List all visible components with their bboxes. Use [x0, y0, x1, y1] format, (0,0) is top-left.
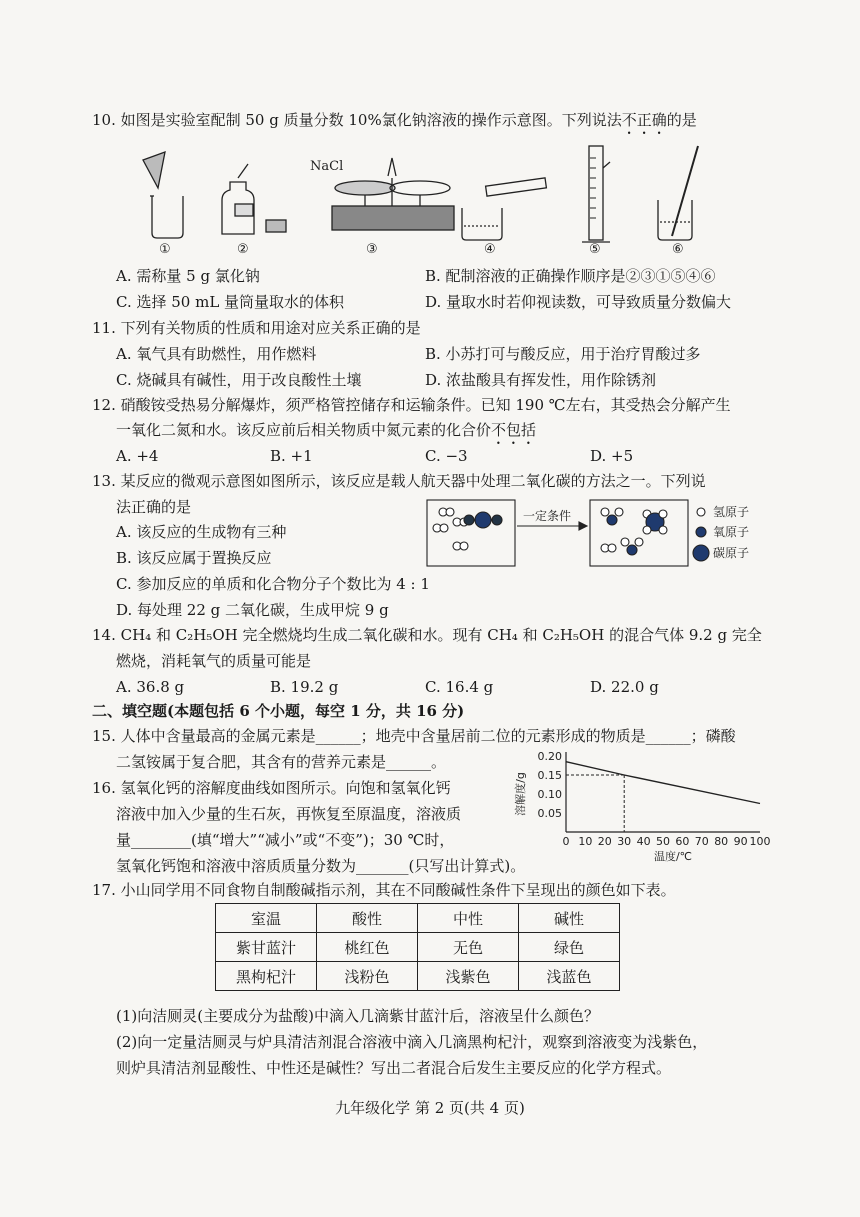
q14-stem-line1: 14. CH₄ 和 C₂H₅OH 完全燃烧均生成二氧化碳和水。现有 CH₄ 和 C₂H₅OH 的混合气体 9.2 g 完全 — [92, 626, 762, 644]
indicator-table — [215, 903, 620, 991]
q13-option-a[interactable]: A. 该反应的生成物有三种 — [116, 523, 287, 541]
table-row — [216, 962, 620, 991]
q17-sub2-line2: 则炉具清洁剂显酸性、中性还是碱性？写出二者混合后发生主要反应的化学方程式。 — [116, 1059, 672, 1077]
q10-option-a[interactable]: A. 需称量 5 g 氯化钠 — [116, 267, 260, 285]
reaction-condition: 一定条件 — [523, 509, 572, 523]
q16-line2: 溶液中加入少量的生石灰，再恢复至原温度，溶液质 — [116, 805, 462, 823]
q17-stem: 17. 小山同学用不同食物自制酸碱指示剂，其在不同酸碱性条件下呈现出的颜色如下表。 — [92, 881, 676, 899]
q11-option-b[interactable]: B. 小苏打可与酸反应，用于治疗胃酸过多 — [425, 345, 701, 363]
legend-carbon: 碳原子 — [713, 546, 750, 560]
q10-figure — [120, 138, 740, 260]
q12-stem-text: 一氧化二氮和水。该反应前后相关物质中氮元素的化合价 — [116, 421, 492, 439]
q11-option-c[interactable]: C. 烧碱具有碱性，用于改良酸性土壤 — [116, 371, 362, 389]
q11-stem: 11. 下列有关物质的性质和用途对应关系正确的是 — [92, 319, 421, 337]
x-tick-label: 20 — [597, 835, 612, 848]
x-tick-label: 0 — [562, 835, 570, 848]
table-row — [216, 933, 620, 962]
x-tick-label: 50 — [656, 835, 670, 848]
q16-line4: 氢氧化钙饱和溶液中溶质质量分数为_______(只写出计算式)。 — [116, 857, 526, 875]
q10-stem-end: 的是 — [666, 111, 697, 129]
table-cell: 碱性 — [519, 904, 620, 933]
table-cell: 绿色 — [519, 933, 620, 962]
q12-stem-emphasis: 不包括 — [491, 421, 537, 439]
q10-stem-emphasis: 不正确 — [621, 111, 667, 129]
y-tick-label: 0.15 — [537, 769, 562, 782]
x-tick-label: 30 — [617, 835, 632, 848]
q12-option-d[interactable]: D. +5 — [590, 447, 634, 465]
solubility-curve — [566, 762, 760, 804]
q11-option-a[interactable]: A. 氧气具有助燃性，用作燃料 — [116, 345, 317, 363]
x-tick-label: 80 — [714, 835, 729, 848]
x-tick-label: 40 — [636, 835, 651, 848]
table-cell: 无色 — [418, 933, 519, 962]
x-tick-label: 100 — [749, 835, 771, 848]
fig-label-6: ⑥ — [672, 242, 684, 257]
q10-stem — [92, 110, 697, 138]
q14-option-a[interactable]: A. 36.8 g — [116, 678, 185, 696]
table-cell: 中性 — [418, 904, 519, 933]
q13-stem-line2: 法正确的是 — [116, 498, 192, 516]
q10-stem-text: 10. 如图是实验室配制 50 g 质量分数 10%氯化钠溶液的操作示意图。下列说法 — [92, 111, 622, 129]
x-axis-label: 温度/℃ — [653, 850, 693, 862]
fig-label-5: ⑤ — [589, 242, 601, 257]
y-tick-label: 0.05 — [537, 807, 562, 820]
q13-reaction-diagram — [425, 496, 775, 572]
table-cell: 紫甘蓝汁 — [216, 933, 317, 962]
q12-stem-line1: 12. 硝酸铵受热易分解爆炸，须严格管控储存和运输条件。已知 190 ℃左右，其受热会分解产生 — [92, 396, 731, 414]
q10-option-c[interactable]: C. 选择 50 mL 量筒量取水的体积 — [116, 293, 345, 311]
q14-option-b[interactable]: B. 19.2 g — [270, 678, 339, 696]
section-2-heading: 二、填空题(本题包括 6 个小题，每空 1 分，共 16 分) — [92, 702, 465, 720]
table-cell: 桃红色 — [317, 933, 418, 962]
q12-stem-line2 — [116, 420, 536, 448]
legend-hydrogen: 氢原子 — [713, 505, 750, 519]
q12-option-a[interactable]: A. +4 — [116, 447, 159, 465]
q10-option-d[interactable]: D. 量取水时若仰视读数，可导致质量分数偏大 — [425, 293, 732, 311]
q12-option-c[interactable]: C. −3 — [425, 447, 468, 465]
nacl-label: NaCl — [310, 159, 344, 174]
solubility-chart — [510, 748, 772, 862]
q15-line1: 15. 人体中含量最高的金属元素是______；地壳中含量居前二位的元素形成的物质是______；磷酸 — [92, 727, 736, 745]
q11-option-d[interactable]: D. 浓盐酸具有挥发性，用作除锈剂 — [425, 371, 657, 389]
y-tick-label: 0.20 — [537, 750, 562, 763]
fig-label-4: ④ — [484, 242, 496, 257]
table-cell: 室温 — [216, 904, 317, 933]
table-cell: 浅粉色 — [317, 962, 418, 991]
q16-line1: 16. 氢氧化钙的溶解度曲线如图所示。向饱和氢氧化钙 — [92, 779, 451, 797]
q13-option-b[interactable]: B. 该反应属于置换反应 — [116, 549, 272, 567]
table-cell: 浅紫色 — [418, 962, 519, 991]
q17-sub2-line1: (2)向一定量洁厕灵与炉具清洁剂混合溶液中滴入几滴黑枸杞汁，观察到溶液变为浅紫色， — [116, 1033, 708, 1051]
q14-option-d[interactable]: D. 22.0 g — [590, 678, 659, 696]
fig-label-3: ③ — [366, 242, 378, 257]
table-header-row — [216, 904, 620, 933]
table-cell: 酸性 — [317, 904, 418, 933]
legend-oxygen: 氧原子 — [713, 525, 750, 539]
q12-option-b[interactable]: B. +1 — [270, 447, 313, 465]
q13-option-c[interactable]: C. 参加反应的单质和化合物分子个数比为 4 : 1 — [116, 575, 430, 593]
q15-line2: 二氢铵属于复合肥，其含有的营养元素是______。 — [116, 753, 447, 771]
table-cell: 黑枸杞汁 — [216, 962, 317, 991]
y-tick-label: 0.10 — [537, 788, 562, 801]
table-cell: 浅蓝色 — [519, 962, 620, 991]
q14-option-c[interactable]: C. 16.4 g — [425, 678, 494, 696]
x-tick-label: 90 — [733, 835, 748, 848]
fig-label-2: ② — [237, 242, 249, 257]
q13-option-d[interactable]: D. 每处理 22 g 二氧化碳，生成甲烷 9 g — [116, 601, 389, 619]
fig-label-1: ① — [159, 242, 171, 257]
q10-option-b[interactable]: B. 配制溶液的正确操作顺序是②③①⑤④⑥ — [425, 267, 716, 285]
q17-sub1: (1)向洁厕灵(主要成分为盐酸)中滴入几滴紫甘蓝汁后，溶液呈什么颜色？ — [116, 1007, 599, 1025]
page-footer: 九年级化学 第 2 页(共 4 页) — [335, 1099, 525, 1117]
x-tick-label: 60 — [675, 835, 690, 848]
q16-line3: 量________(填“增大”“减小”或“不变”)；30 ℃时， — [116, 831, 455, 849]
y-axis-label: 溶解度/g — [514, 772, 527, 816]
x-tick-label: 70 — [694, 835, 709, 848]
x-tick-label: 10 — [578, 835, 593, 848]
q13-stem-line1: 13. 某反应的微观示意图如图所示，该反应是载人航天器中处理二氧化碳的方法之一。下列说 — [92, 472, 706, 490]
q14-stem-line2: 燃烧，消耗氧气的质量可能是 — [116, 652, 312, 670]
